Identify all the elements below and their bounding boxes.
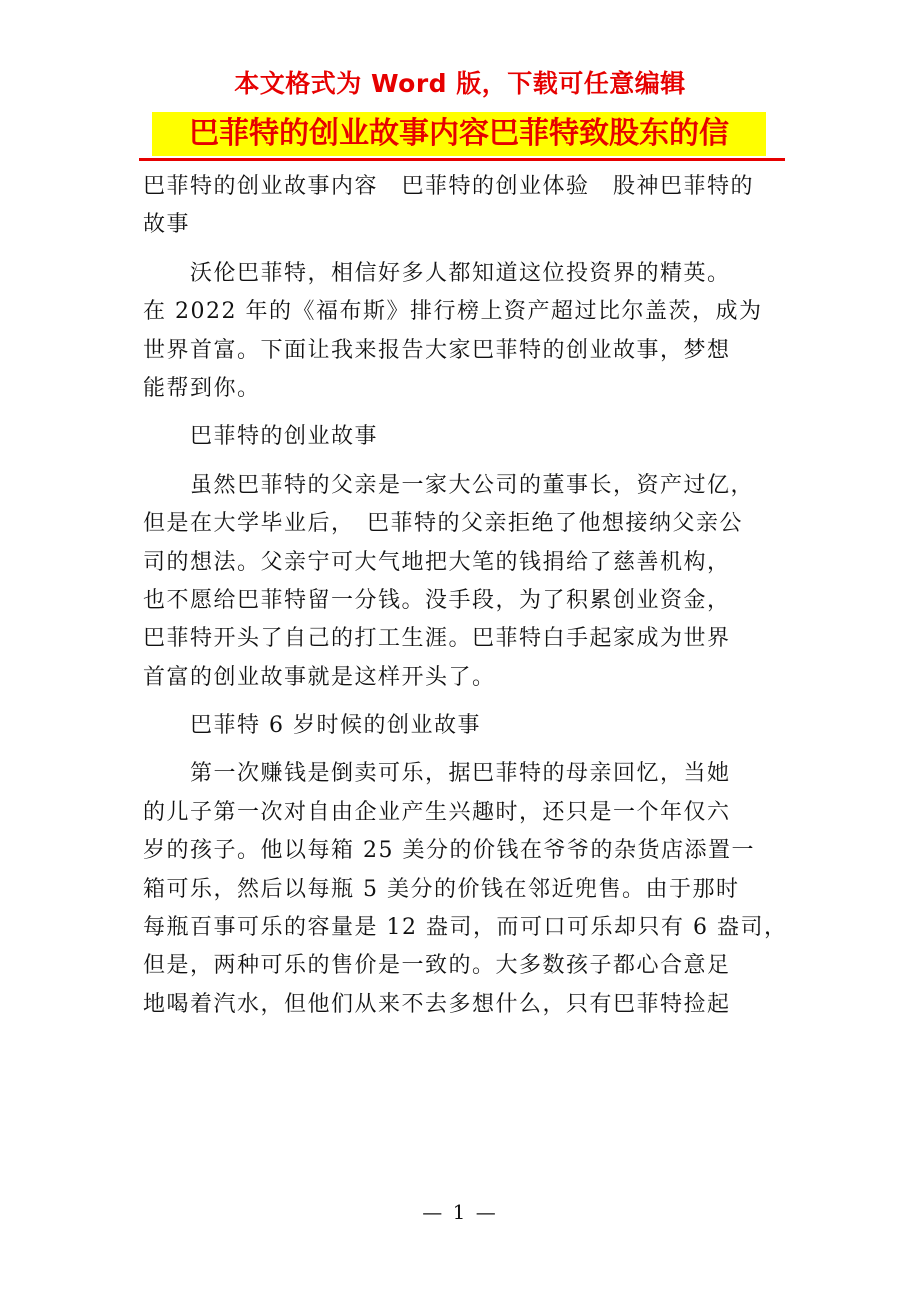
body-line: 但是在大学毕业后， 巴菲特的父亲拒绝了他想接纳父亲公 [143, 511, 744, 537]
body-line: 司的想法。父亲宁可大气地把大笔的钱捐给了慈善机构， [143, 549, 731, 575]
body-line: 沃伦巴菲特，相信好多人都知道这位投资界的精英。 [143, 260, 731, 286]
body-line: 世界首富。下面让我来报告大家巴菲特的创业故事，梦想 [143, 337, 731, 363]
body-line: 也不愿给巴菲特留一分钱。没手段，为了积累创业资金， [143, 587, 731, 613]
body-line: 但是，两种可乐的售价是一致的。大多数孩子都心合意足 [143, 953, 731, 979]
body-line: 首富的创业故事就是这样开头了。 [143, 664, 496, 690]
body-line: 故事 [143, 212, 191, 238]
document-body [143, 168, 788, 1024]
section-heading: 巴菲特 6 岁时候的创业故事 [143, 713, 481, 739]
body-line: 箱可乐，然后以每瓶 5 美分的价钱在邻近兜售。由于那时 [143, 876, 740, 902]
body-line: 的儿子第一次对自由企业产生兴趣时，还只是一个年仅六 [143, 799, 731, 825]
body-line: 在 2022 年的《福布斯》排行榜上资产超过比尔盖茨，成为 [143, 299, 763, 325]
body-line: 第一次赚钱是倒卖可乐，据巴菲特的母亲回忆，当她 [143, 761, 731, 787]
body-line: 巴菲特的创业故事内容 巴菲特的创业体验 股神巴菲特的 [143, 174, 755, 199]
body-line: 地喝着汽水，但他们从来不去多想什么，只有巴菲特捡起 [143, 991, 731, 1017]
document-title: 巴菲特的创业故事内容巴菲特致股东的信 [152, 112, 766, 156]
body-line: 岁的孩子。他以每箱 25 美分的价钱在爷爷的杂货店添置一 [143, 838, 755, 864]
section-heading: 巴菲特的创业故事 [143, 424, 379, 450]
body-line: 巴菲特开头了自己的打工生涯。巴菲特白手起家成为世界 [143, 626, 731, 652]
format-notice: 本文格式为 Word 版，下载可任意编辑 [234, 69, 686, 98]
body-line: 虽然巴菲特的父亲是一家大公司的董事长，资产过亿， [143, 472, 755, 498]
title-underline [139, 158, 785, 161]
body-line: 能帮到你。 [143, 375, 261, 401]
body-line: 每瓶百事可乐的容量是 12 盎司，而可口可乐却只有 6 盎司， [143, 915, 788, 941]
page-number: — 1 — [422, 1200, 498, 1224]
